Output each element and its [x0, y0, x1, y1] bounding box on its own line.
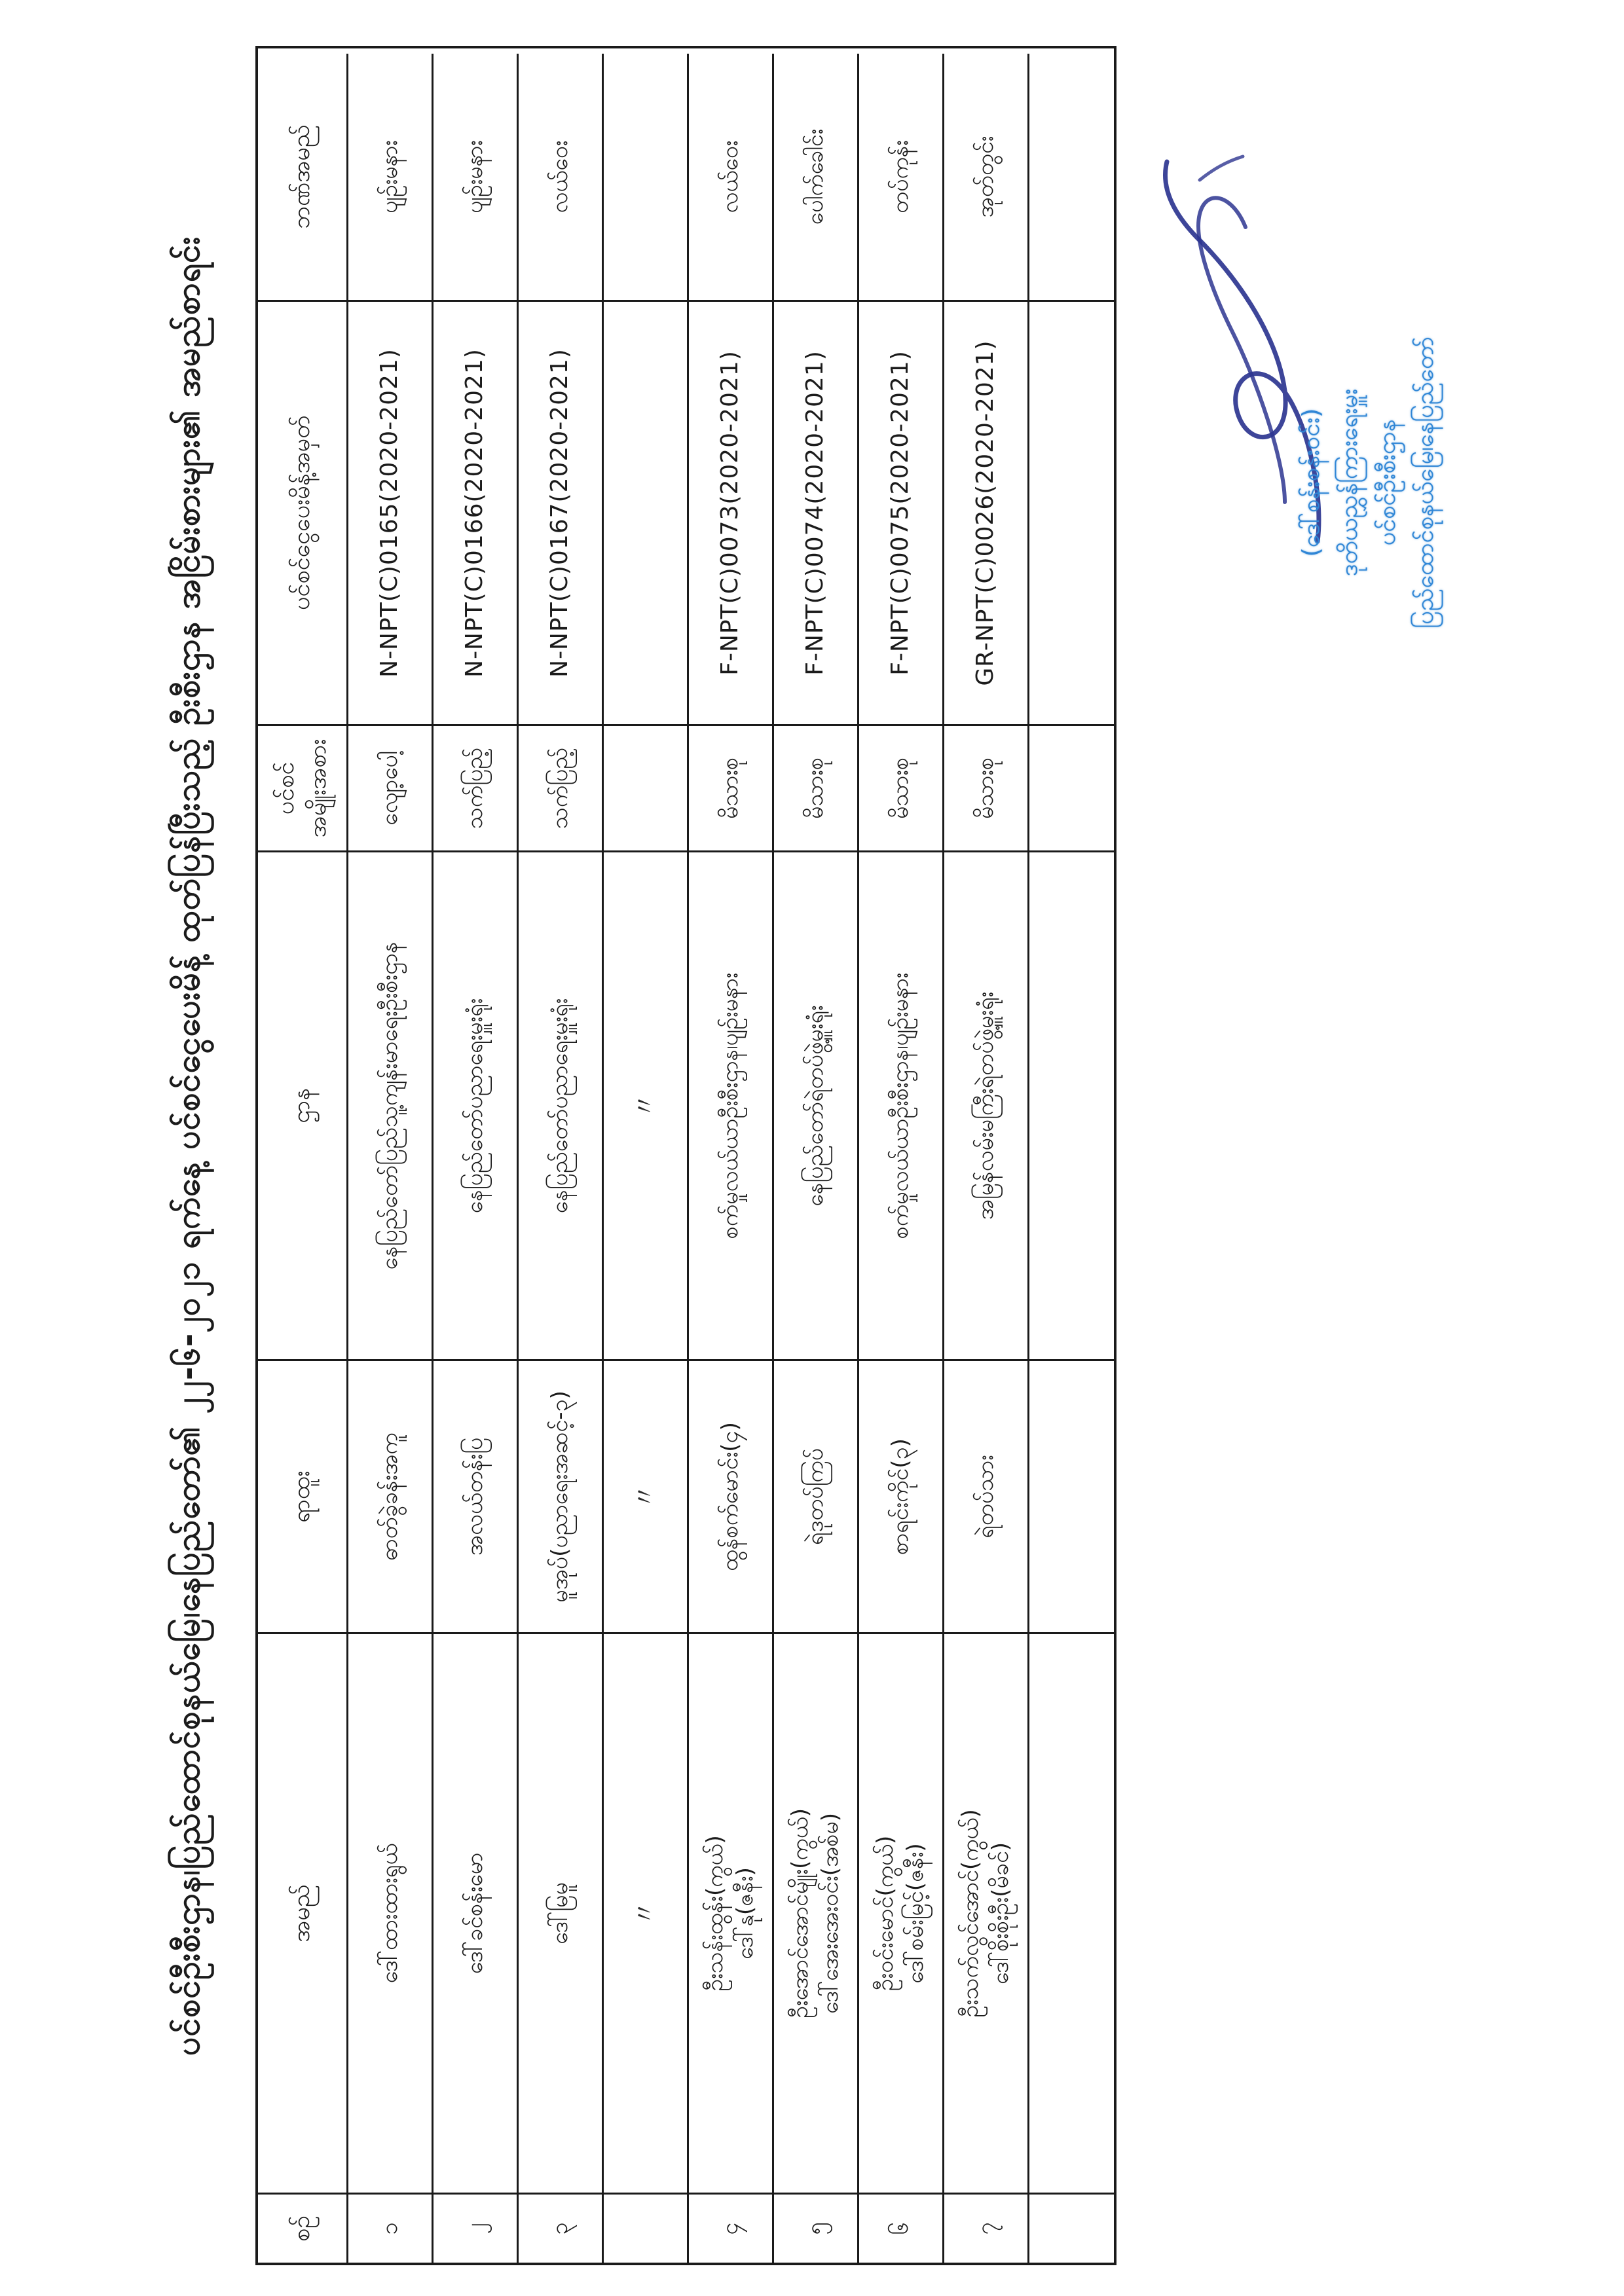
cell-pension-type: မိသားစု — [774, 724, 859, 850]
name-line1: ဦးအောင်အောင်မျိုး(ကွယ်) — [786, 1808, 813, 2018]
header-department: ဌာန — [258, 850, 348, 1359]
cell-rank: အလယ်တန်းပြ — [434, 1359, 519, 1632]
cell-department: နေပြည်တော်ရဲတပ်ဖွဲ့မှူးရုံး — [774, 850, 859, 1359]
name-line1: ဦးသန်းထွန်း(ကွယ်) — [701, 1835, 728, 1992]
cell-rank: ထွန်စက်မောင်း(၄) — [689, 1359, 774, 1632]
cell-pension-type-empty — [1029, 724, 1114, 850]
stamp-region: ပြည်ထောင်စုနယ်မြေ၊နေပြည်တော် — [1412, 337, 1439, 629]
cell-bank — [604, 54, 689, 300]
cell-serial: ၁ — [348, 2193, 434, 2263]
header-pension-type-line2: အမျိုးအစား — [304, 738, 331, 838]
header-bank-name: ဘဏ်အမည် — [258, 54, 348, 300]
cell-serial: ၃ — [519, 2193, 604, 2263]
cell-bank: လယ်ဝေး — [689, 54, 774, 300]
cell-department-ditto: 〃 — [604, 850, 689, 1359]
header-pension-type — [258, 724, 348, 850]
header-serial: စဉ် — [258, 2193, 348, 2263]
cell-pension-type: သက်ပြည့် — [434, 724, 519, 850]
cell-rank-ditto: 〃 — [604, 1359, 689, 1632]
header-pension-type-line1: ပင်စင် — [272, 761, 299, 815]
header-payment-order-no: ပင်စင်ငွေပေးမိန့်အမှတ် — [258, 300, 348, 724]
cell-rank: စာရင်းကိုင်(၃) — [859, 1359, 944, 1632]
cell-rank-empty — [1029, 1359, 1114, 1632]
stamp-signer-name: (ဒေါ်စန်းစန်းဝင်း) — [1298, 408, 1325, 557]
cell-department: နေပြည်တော်ပညာရေးမှူးရုံး — [519, 850, 604, 1359]
name-line2: ဒေါ်စမ်းမြင့်(ဇနီး) — [902, 1843, 929, 1984]
cell-department: နေပြည်တော်ပြည်သူ့ကျန်းမာရေးဦးစီးဌာန — [348, 850, 434, 1359]
name-line1: ဦးဝင်းမောင်(ကွယ်) — [872, 1835, 898, 1992]
name-line2: ဒေါ်နု(ဇနီး) — [731, 1867, 758, 1959]
cell-rank: ရဲတပ်သား — [944, 1359, 1029, 1632]
cell-name — [348, 1632, 434, 2193]
pension-table — [255, 46, 1116, 2265]
cell-payment-order-no: N-NPT(C)0166(2020-2021) — [434, 300, 519, 724]
cell-name — [434, 1632, 519, 2193]
cell-serial — [604, 2193, 689, 2263]
cell-department: စက်မှုလယ်ယာဦးစီးဌာန၊ပျဉ်းမနား — [859, 850, 944, 1359]
cell-bank: လယ်ဝေး — [519, 54, 604, 300]
cell-serial: ၂ — [434, 2193, 519, 2263]
header-rank: ရာထူး — [258, 1359, 348, 1632]
cell-department: စက်မှုလယ်ယာဦးစီးဌာန၊ပျဉ်းမနား — [689, 850, 774, 1359]
cell-payment-order-no — [604, 300, 689, 724]
cell-name — [519, 1632, 604, 2193]
cell-name — [689, 1632, 774, 2193]
cell-serial: ၄ — [689, 2193, 774, 2263]
cell-name — [944, 1632, 1029, 2193]
cell-payment-order-no: GR-NPT(C)0026(2020-2021) — [944, 300, 1029, 724]
cell-bank: ပျဉ်းမနား — [434, 54, 519, 300]
cell-payment-order-no: N-NPT(C)0165(2020-2021) — [348, 300, 434, 724]
cell-payment-order-no: F-NPT(C)0073(2020-2021) — [689, 300, 774, 724]
cell-pension-type: မိသားစု — [859, 724, 944, 850]
cell-serial: ၇ — [944, 2193, 1029, 2263]
cell-rank: မူအုပ်(ပညာရေးအဆင့်-၃) — [519, 1359, 604, 1632]
stamp-signer-title: ဒုတိယညွှန်ကြားရေးမှူး — [1336, 388, 1363, 577]
name-line1: ဦးသက်လွင်အောင်(ကွယ်) — [957, 1809, 984, 2018]
cell-serial: ၅ — [774, 2193, 859, 2263]
cell-payment-order-no-empty — [1029, 300, 1114, 724]
cell-payment-order-no: N-NPT(C)0167(2020-2021) — [519, 300, 604, 724]
cell-bank: ပေါက်ခေါင်း — [774, 54, 859, 300]
cell-department: နေပြည်တော်ပညာရေးမှူးရုံး — [434, 850, 519, 1359]
name-line1: ဒေါ်ခင်စန်းမော — [461, 1852, 488, 1975]
name-line1: ဒေါ်ထားထားရွယ် — [376, 1843, 403, 1984]
cell-department-empty — [1029, 850, 1114, 1359]
cell-payment-order-no: F-NPT(C)0075(2020-2021) — [859, 300, 944, 724]
cell-name — [859, 1632, 944, 2193]
name-line2: ဒေါ်အေးအေးဝင်း(အစ်မ) — [817, 1812, 843, 2014]
cell-pension-type: မိသားစု — [689, 724, 774, 850]
stamp-department: ပင်စင်ဦးစီးဌာန — [1374, 419, 1401, 546]
header-name: အမည် — [258, 1632, 348, 2193]
cell-name-empty — [1029, 1632, 1114, 2193]
cell-name — [774, 1632, 859, 2193]
office-stamp — [1300, 266, 1452, 699]
cell-bank-empty — [1029, 54, 1114, 300]
cell-pension-type: သက်ပြည့် — [519, 724, 604, 850]
cell-department: အမြန်လမ်းမကြီးရဲတပ်ဖွဲ့မှူးရုံး — [944, 850, 1029, 1359]
name-line2: ဒေါ်စိုးစိုးဦး(မိခင်) — [987, 1842, 1014, 1985]
cell-pension-type: မိသားစု — [944, 724, 1029, 850]
cell-bank: ပျဉ်းမနား — [348, 54, 434, 300]
cell-serial: ၆ — [859, 2193, 944, 2263]
cell-pension-type: လျော့ပေါ့ — [348, 724, 434, 850]
cell-bank: တပ်ကုန်း — [859, 54, 944, 300]
cell-rank: ဓာတ်ခွဲခန်းအကူ — [348, 1359, 434, 1632]
cell-name-ditto: 〃 — [604, 1632, 689, 2193]
cell-payment-order-no: F-NPT(C)0074(2020-2021) — [774, 300, 859, 724]
cell-serial-empty — [1029, 2193, 1114, 2263]
cell-bank: အုတ်တွင်း — [944, 54, 1029, 300]
cell-pension-type — [604, 724, 689, 850]
cell-rank: ရဲဒုတပ်ကြပ် — [774, 1359, 859, 1632]
document-title: ပင်စင်ဦးစီးဌာန၊ပြည်ထောင်စုနယ်မြေ၊နေပြည်တော်၏ ၂၂-၆-၂၀၂၁ ရက်နေ့ ပင်စင်ငွေပေးမိန့် ထုတ်ပြန်ပြီးသည့် ဦးစီးဌာန အငြိမ်းစားများ၏ အမည်စာရင်း — [169, 236, 207, 2056]
name-line1: ဒေါ်မြမူ — [546, 1882, 573, 1944]
